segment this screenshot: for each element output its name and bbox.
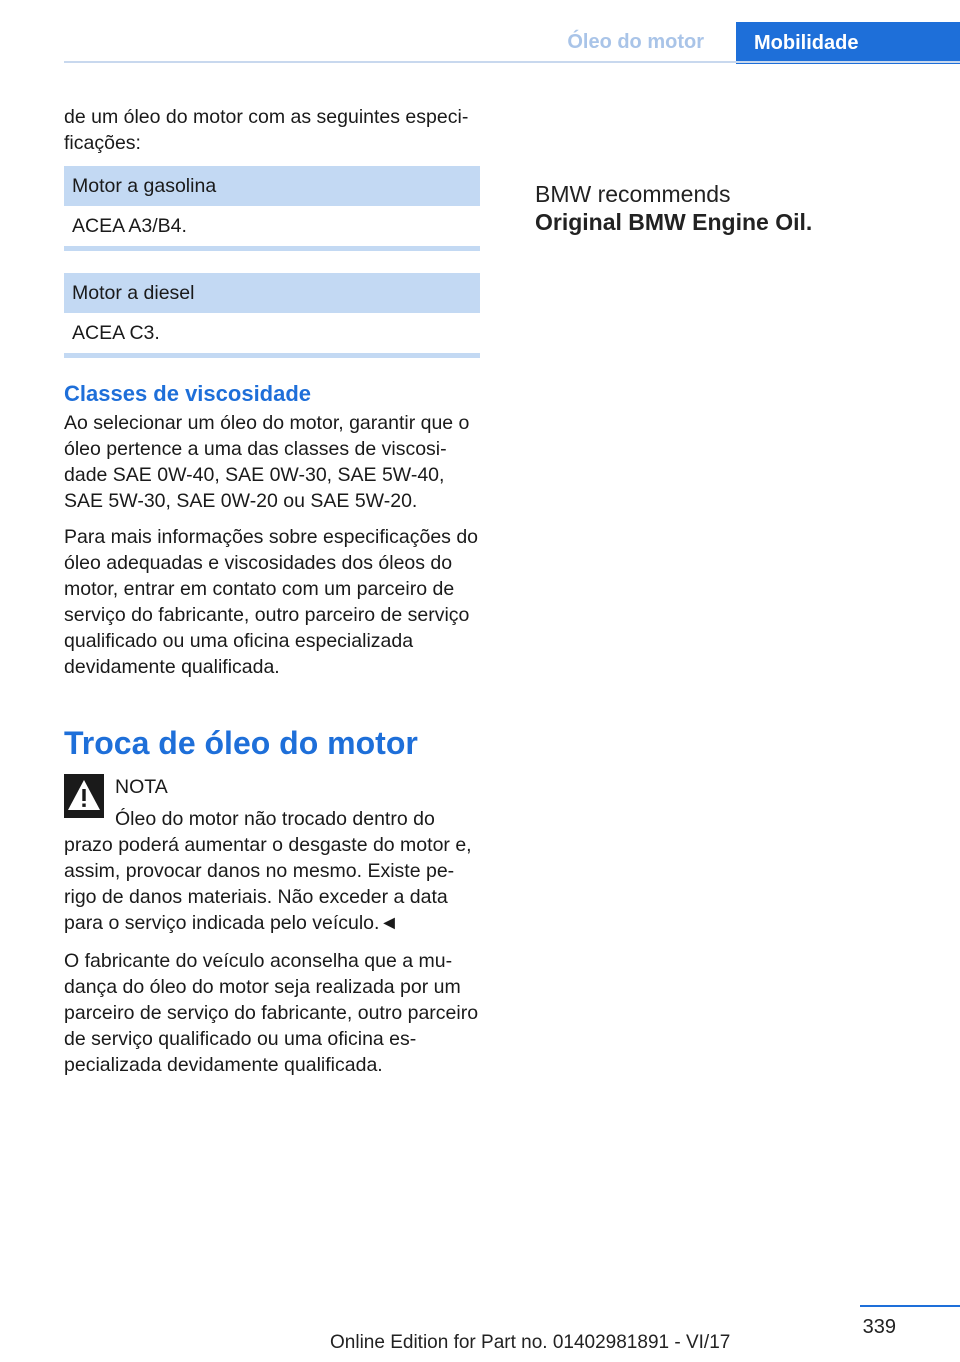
notice-block: [64, 774, 480, 936]
left-column: [64, 104, 480, 1078]
edition-note: Online Edition for Part no. 01402981891 - VI/17: [330, 1332, 731, 1353]
spec-table-diesel: [64, 273, 480, 358]
spec-divider: [64, 246, 480, 251]
page-header: [0, 0, 960, 62]
header-section-title: Óleo do motor: [567, 31, 704, 53]
spec-divider: [64, 353, 480, 358]
right-column: [535, 180, 875, 236]
intro-paragraph: de um óleo do motor com as seguintes especificações:: [64, 106, 469, 154]
header-chapter-tab[interactable]: Mobilidade: [736, 22, 960, 64]
viscosity-heading: Classes de viscosidade: [64, 381, 312, 406]
recommendation-line-2: Original BMW Engine Oil.: [535, 209, 813, 235]
footer-divider: [860, 1305, 960, 1307]
recommendation-line-1: BMW recommends: [535, 181, 731, 207]
header-divider: [64, 61, 960, 63]
spec-header: Motor a gasolina: [64, 166, 480, 206]
notice-text: Óleo do motor não trocado dentro do prazo poderá aumentar o desgaste do motor e, assim, provocar danos no mesmo. Existe perigo de danos materiais. Não exceder a data para o serviço indicada pelo veículo.◄: [64, 808, 472, 934]
oil-change-paragraph: O fabricante do veículo aconselha que a mudança do óleo do motor seja realizada por um parceiro de serviço do fabricante, outro parceiro de serviço qualificado ou uma oficina especializada devidamente qualificada.: [64, 950, 479, 1076]
spec-value: ACEA A3/B4.: [72, 215, 187, 237]
notice-title: NOTA: [115, 776, 168, 798]
viscosity-paragraph-1: Ao selecionar um óleo do motor, garantir que o óleo pertence a uma das classes de viscosidade SAE 0W-40, SAE 0W-30, SAE 5W-40, SAE 5W-30, SAE 0W-20 ou SAE 5W-20.: [64, 412, 470, 512]
spec-table-gasoline: [64, 166, 480, 251]
viscosity-paragraph-2: Para mais informações sobre especificações do óleo adequadas e viscosidades dos óleos do motor, entrar em contato com um parceiro de serviço do fabricante, outro parceiro de serviço qualificado ou uma oficina especializada devidamente qualificada.: [64, 526, 479, 678]
oil-change-heading: Troca de óleo do motor: [64, 725, 418, 761]
spec-header: Motor a diesel: [64, 273, 480, 313]
page-number: 339: [862, 1316, 896, 1338]
warning-triangle-icon: [64, 774, 104, 818]
spec-value: ACEA C3.: [72, 322, 160, 344]
